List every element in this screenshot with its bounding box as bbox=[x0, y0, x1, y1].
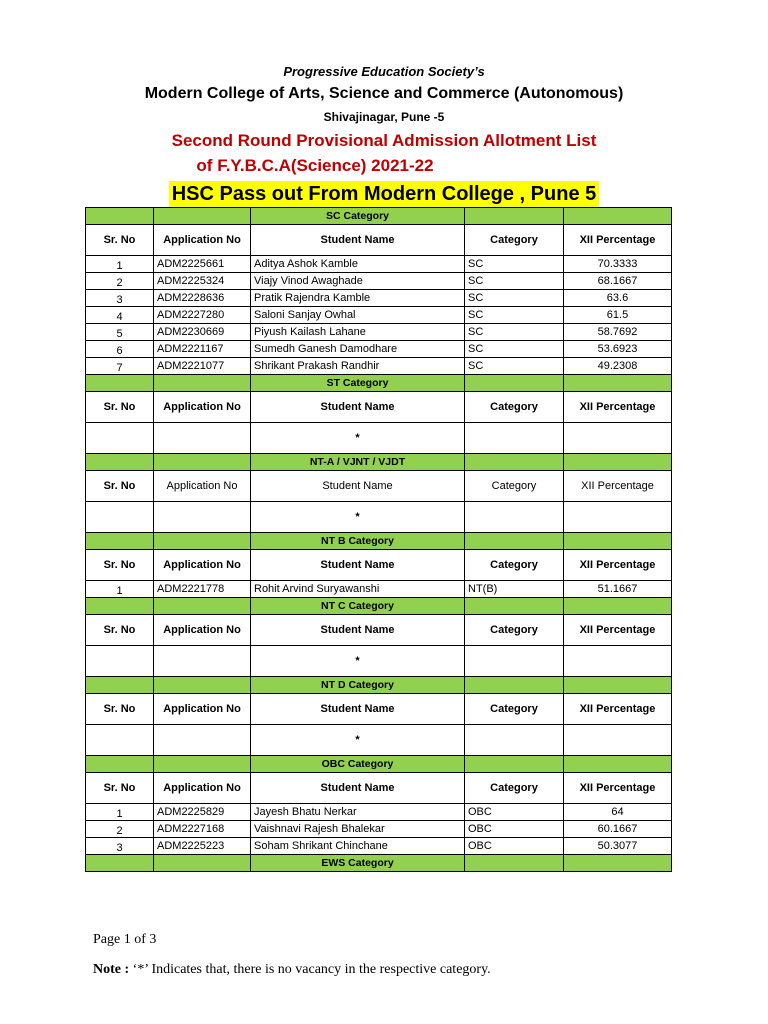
col-category: Category bbox=[465, 615, 564, 646]
cell-category: SC bbox=[465, 307, 564, 324]
cell-sr: 3 bbox=[86, 290, 154, 307]
col-percentage: XII Percentage bbox=[564, 550, 672, 581]
category-title: NT D Category bbox=[251, 677, 465, 694]
category-band-sc bbox=[86, 208, 672, 225]
table-row bbox=[86, 273, 672, 290]
note-text: ‘*’ Indicates that, there is no vacancy in the respective category. bbox=[129, 962, 491, 977]
no-vacancy-mark: * bbox=[251, 423, 465, 454]
category-title: SC Category bbox=[251, 208, 465, 225]
column-header-row bbox=[86, 694, 672, 725]
cell-sr: 2 bbox=[86, 273, 154, 290]
cell-sr: 7 bbox=[86, 358, 154, 375]
category-title: ST Category bbox=[251, 375, 465, 392]
empty-row bbox=[86, 725, 672, 756]
cell-name: Sumedh Ganesh Damodhare bbox=[251, 341, 465, 358]
column-header-row bbox=[86, 773, 672, 804]
cell-name: Soham Shrikant Chinchane bbox=[251, 838, 465, 855]
col-category: Category bbox=[465, 225, 564, 256]
cell-sr: 1 bbox=[86, 256, 154, 273]
cell-category: NT(B) bbox=[465, 581, 564, 598]
category-band-ntb bbox=[86, 533, 672, 550]
note-label: Note : bbox=[93, 962, 130, 977]
col-category: Category bbox=[465, 392, 564, 423]
table-row bbox=[86, 256, 672, 273]
no-vacancy-mark: * bbox=[251, 725, 465, 756]
col-name: Student Name bbox=[251, 550, 465, 581]
cell-app: ADM2228636 bbox=[154, 290, 251, 307]
cell-app: ADM2225661 bbox=[154, 256, 251, 273]
category-title: NT C Category bbox=[251, 598, 465, 615]
table-row bbox=[86, 581, 672, 598]
col-sr: Sr. No bbox=[86, 694, 154, 725]
col-category: Category bbox=[465, 550, 564, 581]
empty-row bbox=[86, 423, 672, 454]
cell-pct: 53.6923 bbox=[564, 341, 672, 358]
highlight-banner bbox=[0, 181, 768, 207]
col-app: Application No bbox=[154, 471, 251, 502]
cell-pct: 64 bbox=[564, 804, 672, 821]
cell-pct: 68.1667 bbox=[564, 273, 672, 290]
table-row bbox=[86, 358, 672, 375]
col-category: Category bbox=[465, 773, 564, 804]
col-category: Category bbox=[465, 471, 564, 502]
no-vacancy-mark: * bbox=[251, 646, 465, 677]
cell-pct: 50.3077 bbox=[564, 838, 672, 855]
cell-pct: 49.2308 bbox=[564, 358, 672, 375]
col-name: Student Name bbox=[251, 694, 465, 725]
table-row bbox=[86, 804, 672, 821]
category-band-st bbox=[86, 375, 672, 392]
allotment-table bbox=[85, 207, 672, 872]
col-percentage: XII Percentage bbox=[564, 773, 672, 804]
page-number: Page 1 of 3 bbox=[93, 932, 157, 947]
cell-sr: 1 bbox=[86, 804, 154, 821]
category-band-ntc bbox=[86, 598, 672, 615]
cell-app: ADM2227168 bbox=[154, 821, 251, 838]
col-category: Category bbox=[465, 694, 564, 725]
cell-name: Saloni Sanjay Owhal bbox=[251, 307, 465, 324]
category-title: OBC Category bbox=[251, 756, 465, 773]
col-app: Application No bbox=[154, 225, 251, 256]
cell-category: SC bbox=[465, 324, 564, 341]
list-title-line2: of F.Y.B.C.A(Science) 2021-22 bbox=[196, 156, 434, 175]
col-percentage: XII Percentage bbox=[564, 615, 672, 646]
cell-sr: 4 bbox=[86, 307, 154, 324]
cell-app: ADM2221778 bbox=[154, 581, 251, 598]
society-name: Progressive Education Society’s bbox=[283, 64, 485, 79]
cell-app: ADM2225223 bbox=[154, 838, 251, 855]
table-row bbox=[86, 838, 672, 855]
cell-category: OBC bbox=[465, 838, 564, 855]
cell-pct: 63.6 bbox=[564, 290, 672, 307]
cell-name: Jayesh Bhatu Nerkar bbox=[251, 804, 465, 821]
cell-sr: 6 bbox=[86, 341, 154, 358]
cell-sr: 2 bbox=[86, 821, 154, 838]
col-sr: Sr. No bbox=[86, 471, 154, 502]
col-sr: Sr. No bbox=[86, 225, 154, 256]
column-header-row bbox=[86, 615, 672, 646]
cell-pct: 51.1667 bbox=[564, 581, 672, 598]
col-app: Application No bbox=[154, 550, 251, 581]
vacancy-note bbox=[93, 962, 491, 978]
table-row bbox=[86, 307, 672, 324]
no-vacancy-mark: * bbox=[251, 502, 465, 533]
category-title: NT-A / VJNT / VJDT bbox=[251, 454, 465, 471]
cell-pct: 58.7692 bbox=[564, 324, 672, 341]
cell-category: SC bbox=[465, 290, 564, 307]
cell-sr: 3 bbox=[86, 838, 154, 855]
col-name: Student Name bbox=[251, 225, 465, 256]
empty-row bbox=[86, 502, 672, 533]
cell-category: OBC bbox=[465, 821, 564, 838]
cell-app: ADM2225829 bbox=[154, 804, 251, 821]
col-app: Application No bbox=[154, 615, 251, 646]
col-app: Application No bbox=[154, 773, 251, 804]
col-name: Student Name bbox=[251, 773, 465, 804]
col-percentage: XII Percentage bbox=[564, 694, 672, 725]
category-band-nta bbox=[86, 454, 672, 471]
cell-name: Piyush Kailash Lahane bbox=[251, 324, 465, 341]
table-row bbox=[86, 341, 672, 358]
category-title: EWS Category bbox=[251, 855, 465, 872]
category-title: NT B Category bbox=[251, 533, 465, 550]
cell-name: Pratik Rajendra Kamble bbox=[251, 290, 465, 307]
cell-name: Shrikant Prakash Randhir bbox=[251, 358, 465, 375]
college-location: Shivajinagar, Pune -5 bbox=[323, 110, 445, 124]
col-sr: Sr. No bbox=[86, 392, 154, 423]
empty-row bbox=[86, 646, 672, 677]
column-header-row bbox=[86, 225, 672, 256]
cell-app: ADM2227280 bbox=[154, 307, 251, 324]
col-sr: Sr. No bbox=[86, 773, 154, 804]
highlight-text: HSC Pass out From Modern College , Pune 5 bbox=[169, 181, 600, 207]
col-name: Student Name bbox=[251, 471, 465, 502]
cell-pct: 70.3333 bbox=[564, 256, 672, 273]
category-band-ntd bbox=[86, 677, 672, 694]
column-header-row bbox=[86, 471, 672, 502]
cell-pct: 60.1667 bbox=[564, 821, 672, 838]
col-sr: Sr. No bbox=[86, 550, 154, 581]
cell-category: OBC bbox=[465, 804, 564, 821]
category-band-ews bbox=[86, 855, 672, 872]
college-name: Modern College of Arts, Science and Commerce (Autonomous) bbox=[144, 85, 624, 102]
cell-name: Vaishnavi Rajesh Bhalekar bbox=[251, 821, 465, 838]
col-sr: Sr. No bbox=[86, 615, 154, 646]
table-row bbox=[86, 324, 672, 341]
column-header-row bbox=[86, 392, 672, 423]
cell-category: SC bbox=[465, 256, 564, 273]
col-percentage: XII Percentage bbox=[564, 392, 672, 423]
col-name: Student Name bbox=[251, 615, 465, 646]
cell-app: ADM2221167 bbox=[154, 341, 251, 358]
column-header-row bbox=[86, 550, 672, 581]
cell-sr: 5 bbox=[86, 324, 154, 341]
col-percentage: XII Percentage bbox=[564, 471, 672, 502]
list-title-line1: Second Round Provisional Admission Allotment List bbox=[171, 131, 597, 150]
col-percentage: XII Percentage bbox=[564, 225, 672, 256]
cell-app: ADM2221077 bbox=[154, 358, 251, 375]
col-app: Application No bbox=[154, 694, 251, 725]
col-name: Student Name bbox=[251, 392, 465, 423]
col-app: Application No bbox=[154, 392, 251, 423]
cell-name: Rohit Arvind Suryawanshi bbox=[251, 581, 465, 598]
cell-app: ADM2225324 bbox=[154, 273, 251, 290]
cell-pct: 61.5 bbox=[564, 307, 672, 324]
table-row bbox=[86, 290, 672, 307]
category-band-obc bbox=[86, 756, 672, 773]
cell-app: ADM2230669 bbox=[154, 324, 251, 341]
cell-name: Viajy Vinod Awaghade bbox=[251, 273, 465, 290]
cell-category: SC bbox=[465, 341, 564, 358]
cell-category: SC bbox=[465, 273, 564, 290]
cell-sr: 1 bbox=[86, 581, 154, 598]
table-row bbox=[86, 821, 672, 838]
cell-name: Aditya Ashok Kamble bbox=[251, 256, 465, 273]
cell-category: SC bbox=[465, 358, 564, 375]
